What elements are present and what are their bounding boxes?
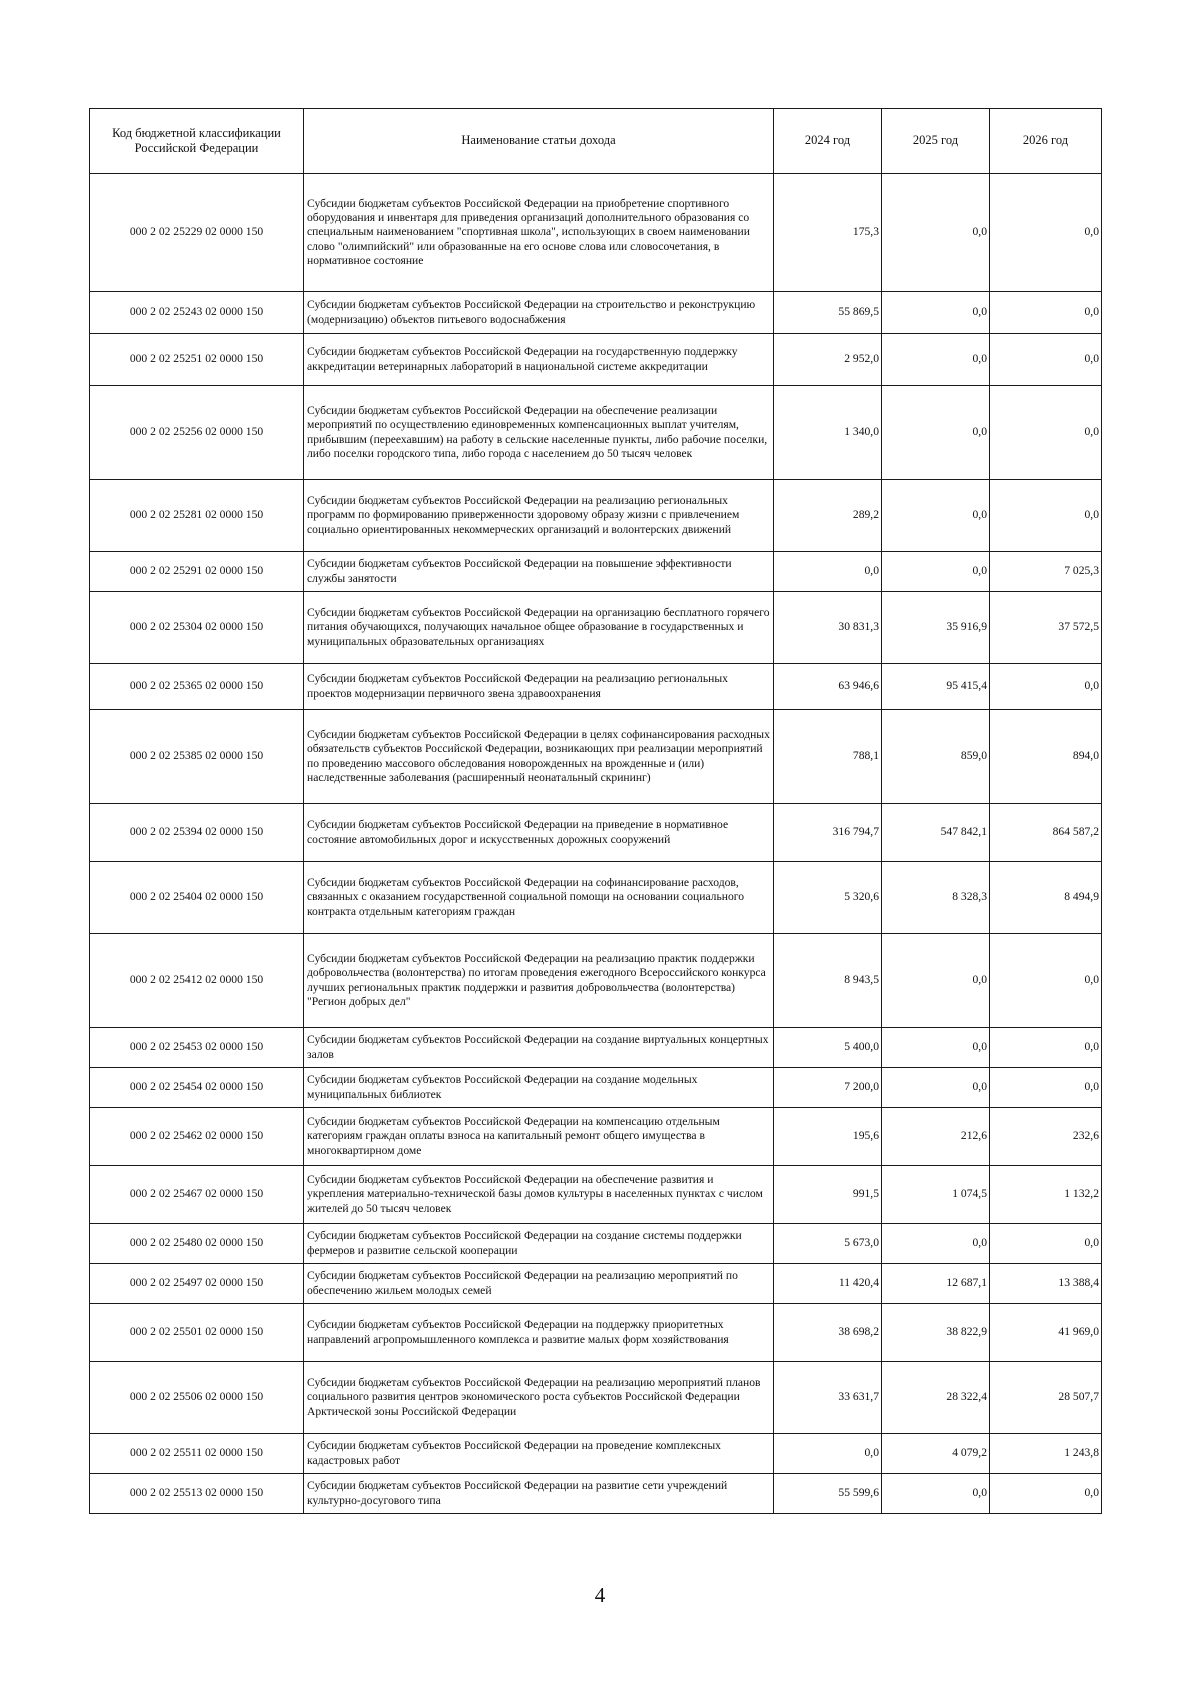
table-row <box>90 1474 1102 1514</box>
table-row <box>90 934 1102 1028</box>
header-year-2025: 2025 год <box>882 109 990 174</box>
value-2024-cell: 0,0 <box>774 552 882 592</box>
header-year-2026: 2026 год <box>990 109 1102 174</box>
value-2025-cell: 12 687,1 <box>882 1264 990 1304</box>
revenue-name-cell: Субсидии бюджетам субъектов Российской Федерации на реализацию мероприятий планов социального развития центров экономического роста субъектов Российской Федерации Арктической зоны Российской Федерации <box>304 1362 774 1434</box>
table-row <box>90 1108 1102 1166</box>
table-row <box>90 174 1102 292</box>
value-2024-cell: 5 320,6 <box>774 862 882 934</box>
table-row <box>90 804 1102 862</box>
revenue-name-cell: Субсидии бюджетам субъектов Российской Федерации в целях софинансирования расходных обязательств субъектов Российской Федерации, возникающих при реализации мероприятий по проведению массового обследования новорожденных на врожденные и (или) наследственные заболевания (расширенный неонатальный скрининг) <box>304 710 774 804</box>
value-2024-cell: 289,2 <box>774 480 882 552</box>
value-2026-cell: 7 025,3 <box>990 552 1102 592</box>
value-2024-cell: 7 200,0 <box>774 1068 882 1108</box>
value-2024-cell: 55 599,6 <box>774 1474 882 1514</box>
value-2025-cell: 0,0 <box>882 934 990 1028</box>
page-number: 4 <box>594 1583 606 1607</box>
revenue-name-cell: Субсидии бюджетам субъектов Российской Федерации на реализацию практик поддержки добровольчества (волонтерства) по итогам проведения ежегодного Всероссийского конкурса лучших региональных практик поддержки и развития добровольчества (волонтерства) "Регион добрых дел" <box>304 934 774 1028</box>
table-row <box>90 1224 1102 1264</box>
revenue-name-cell: Субсидии бюджетам субъектов Российской Федерации на создание модельных муниципальных библиотек <box>304 1068 774 1108</box>
value-2026-cell: 0,0 <box>990 386 1102 480</box>
value-2026-cell: 8 494,9 <box>990 862 1102 934</box>
budget-code-cell: 000 2 02 25467 02 0000 150 <box>90 1166 304 1224</box>
value-2025-cell: 38 822,9 <box>882 1304 990 1362</box>
budget-code-cell: 000 2 02 25394 02 0000 150 <box>90 804 304 862</box>
table-row <box>90 862 1102 934</box>
value-2025-cell: 1 074,5 <box>882 1166 990 1224</box>
value-2024-cell: 11 420,4 <box>774 1264 882 1304</box>
value-2025-cell: 0,0 <box>882 386 990 480</box>
value-2025-cell: 8 328,3 <box>882 862 990 934</box>
budget-code-cell: 000 2 02 25462 02 0000 150 <box>90 1108 304 1166</box>
table-header-row <box>90 109 1102 174</box>
value-2024-cell: 55 869,5 <box>774 292 882 334</box>
revenue-name-cell: Субсидии бюджетам субъектов Российской Федерации на реализацию мероприятий по обеспечению жильем молодых семей <box>304 1264 774 1304</box>
revenue-name-cell: Субсидии бюджетам субъектов Российской Федерации на повышение эффективности службы занятости <box>304 552 774 592</box>
table-row <box>90 386 1102 480</box>
table-row <box>90 480 1102 552</box>
budget-code-cell: 000 2 02 25506 02 0000 150 <box>90 1362 304 1434</box>
value-2024-cell: 5 673,0 <box>774 1224 882 1264</box>
revenue-name-cell: Субсидии бюджетам субъектов Российской Федерации на организацию бесплатного горячего питания обучающихся, получающих начальное общее образование в государственных и муниципальных образовательных организациях <box>304 592 774 664</box>
header-budget-code: Код бюджетной классификации Российской Федерации <box>90 109 304 174</box>
value-2026-cell: 1 243,8 <box>990 1434 1102 1474</box>
budget-code-cell: 000 2 02 25251 02 0000 150 <box>90 334 304 386</box>
value-2026-cell: 0,0 <box>990 934 1102 1028</box>
table-row <box>90 592 1102 664</box>
header-revenue-name: Наименование статьи дохода <box>304 109 774 174</box>
revenue-name-cell: Субсидии бюджетам субъектов Российской Федерации на реализацию региональных программ по формированию приверженности здоровому образу жизни с привлечением социально ориентированных некоммерческих организаций и волонтерских движений <box>304 480 774 552</box>
budget-code-cell: 000 2 02 25480 02 0000 150 <box>90 1224 304 1264</box>
value-2025-cell: 0,0 <box>882 1224 990 1264</box>
table-row <box>90 334 1102 386</box>
budget-code-cell: 000 2 02 25453 02 0000 150 <box>90 1028 304 1068</box>
value-2026-cell: 232,6 <box>990 1108 1102 1166</box>
budget-code-cell: 000 2 02 25513 02 0000 150 <box>90 1474 304 1514</box>
value-2025-cell: 212,6 <box>882 1108 990 1166</box>
value-2026-cell: 28 507,7 <box>990 1362 1102 1434</box>
revenue-name-cell: Субсидии бюджетам субъектов Российской Федерации на приобретение спортивного оборудования и инвентаря для приведения организаций дополнительного образования со специальным наименованием "спортивная школа", использующих в своем наименовании слово "олимпийский" или образованные на его основе слова или словосочетания, в нормативное состояние <box>304 174 774 292</box>
revenue-name-cell: Субсидии бюджетам субъектов Российской Федерации на государственную поддержку аккредитации ветеринарных лабораторий в национальной системе аккредитации <box>304 334 774 386</box>
value-2026-cell: 0,0 <box>990 174 1102 292</box>
value-2025-cell: 0,0 <box>882 174 990 292</box>
table-row <box>90 1264 1102 1304</box>
table-row <box>90 664 1102 710</box>
revenue-name-cell: Субсидии бюджетам субъектов Российской Федерации на строительство и реконструкцию (модернизацию) объектов питьевого водоснабжения <box>304 292 774 334</box>
budget-code-cell: 000 2 02 25281 02 0000 150 <box>90 480 304 552</box>
table-row <box>90 1434 1102 1474</box>
revenue-name-cell: Субсидии бюджетам субъектов Российской Федерации на приведение в нормативное состояние автомобильных дорог и искусственных дорожных сооружений <box>304 804 774 862</box>
value-2026-cell: 0,0 <box>990 1068 1102 1108</box>
value-2024-cell: 0,0 <box>774 1434 882 1474</box>
value-2026-cell: 37 572,5 <box>990 592 1102 664</box>
value-2026-cell: 0,0 <box>990 1028 1102 1068</box>
table-body <box>90 174 1102 1514</box>
budget-code-cell: 000 2 02 25243 02 0000 150 <box>90 292 304 334</box>
revenue-name-cell: Субсидии бюджетам субъектов Российской Федерации на проведение комплексных кадастровых работ <box>304 1434 774 1474</box>
value-2024-cell: 316 794,7 <box>774 804 882 862</box>
header-year-2024: 2024 год <box>774 109 882 174</box>
revenue-table <box>89 108 1102 1514</box>
value-2024-cell: 30 831,3 <box>774 592 882 664</box>
revenue-name-cell: Субсидии бюджетам субъектов Российской Федерации на обеспечение реализации мероприятий по осуществлению единовременных компенсационных выплат учителям, прибывшим (переехавшим) на работу в сельские населенные пункты, либо рабочие поселки, либо поселки городского типа, либо города с населением до 50 тысяч человек <box>304 386 774 480</box>
revenue-name-cell: Субсидии бюджетам субъектов Российской Федерации на создание системы поддержки фермеров и развитие сельской кооперации <box>304 1224 774 1264</box>
value-2026-cell: 1 132,2 <box>990 1166 1102 1224</box>
value-2024-cell: 788,1 <box>774 710 882 804</box>
table-row <box>90 1362 1102 1434</box>
value-2024-cell: 991,5 <box>774 1166 882 1224</box>
value-2026-cell: 0,0 <box>990 664 1102 710</box>
budget-code-cell: 000 2 02 25501 02 0000 150 <box>90 1304 304 1362</box>
value-2025-cell: 0,0 <box>882 1068 990 1108</box>
revenue-name-cell: Субсидии бюджетам субъектов Российской Федерации на реализацию региональных проектов модернизации первичного звена здравоохранения <box>304 664 774 710</box>
value-2026-cell: 0,0 <box>990 480 1102 552</box>
value-2026-cell: 0,0 <box>990 1224 1102 1264</box>
budget-code-cell: 000 2 02 25404 02 0000 150 <box>90 862 304 934</box>
value-2025-cell: 4 079,2 <box>882 1434 990 1474</box>
value-2026-cell: 41 969,0 <box>990 1304 1102 1362</box>
value-2026-cell: 13 388,4 <box>990 1264 1102 1304</box>
value-2024-cell: 2 952,0 <box>774 334 882 386</box>
revenue-name-cell: Субсидии бюджетам субъектов Российской Федерации на развитие сети учреждений культурно-досугового типа <box>304 1474 774 1514</box>
table-row <box>90 292 1102 334</box>
budget-code-cell: 000 2 02 25291 02 0000 150 <box>90 552 304 592</box>
budget-code-cell: 000 2 02 25497 02 0000 150 <box>90 1264 304 1304</box>
value-2025-cell: 0,0 <box>882 1028 990 1068</box>
value-2025-cell: 35 916,9 <box>882 592 990 664</box>
value-2026-cell: 0,0 <box>990 292 1102 334</box>
revenue-name-cell: Субсидии бюджетам субъектов Российской Федерации на компенсацию отдельным категориям граждан оплаты взноса на капитальный ремонт общего имущества в многоквартирном доме <box>304 1108 774 1166</box>
value-2025-cell: 28 322,4 <box>882 1362 990 1434</box>
value-2024-cell: 33 631,7 <box>774 1362 882 1434</box>
table-row <box>90 1068 1102 1108</box>
value-2025-cell: 0,0 <box>882 292 990 334</box>
value-2024-cell: 1 340,0 <box>774 386 882 480</box>
value-2024-cell: 175,3 <box>774 174 882 292</box>
value-2025-cell: 0,0 <box>882 1474 990 1514</box>
revenue-name-cell: Субсидии бюджетам субъектов Российской Федерации на создание виртуальных концертных залов <box>304 1028 774 1068</box>
value-2025-cell: 0,0 <box>882 334 990 386</box>
value-2025-cell: 0,0 <box>882 480 990 552</box>
value-2025-cell: 859,0 <box>882 710 990 804</box>
table-row <box>90 1166 1102 1224</box>
budget-code-cell: 000 2 02 25229 02 0000 150 <box>90 174 304 292</box>
budget-code-cell: 000 2 02 25511 02 0000 150 <box>90 1434 304 1474</box>
budget-code-cell: 000 2 02 25454 02 0000 150 <box>90 1068 304 1108</box>
budget-code-cell: 000 2 02 25304 02 0000 150 <box>90 592 304 664</box>
value-2026-cell: 864 587,2 <box>990 804 1102 862</box>
table-row <box>90 710 1102 804</box>
table-row <box>90 552 1102 592</box>
value-2024-cell: 63 946,6 <box>774 664 882 710</box>
table-row <box>90 1028 1102 1068</box>
value-2024-cell: 8 943,5 <box>774 934 882 1028</box>
value-2025-cell: 95 415,4 <box>882 664 990 710</box>
value-2026-cell: 894,0 <box>990 710 1102 804</box>
budget-code-cell: 000 2 02 25412 02 0000 150 <box>90 934 304 1028</box>
value-2026-cell: 0,0 <box>990 1474 1102 1514</box>
budget-code-cell: 000 2 02 25256 02 0000 150 <box>90 386 304 480</box>
revenue-name-cell: Субсидии бюджетам субъектов Российской Федерации на обеспечение развития и укрепления материально-технической базы домов культуры в населенных пунктах с числом жителей до 50 тысяч человек <box>304 1166 774 1224</box>
value-2024-cell: 38 698,2 <box>774 1304 882 1362</box>
table-row <box>90 1304 1102 1362</box>
value-2024-cell: 195,6 <box>774 1108 882 1166</box>
value-2025-cell: 547 842,1 <box>882 804 990 862</box>
value-2024-cell: 5 400,0 <box>774 1028 882 1068</box>
budget-code-cell: 000 2 02 25365 02 0000 150 <box>90 664 304 710</box>
budget-code-cell: 000 2 02 25385 02 0000 150 <box>90 710 304 804</box>
value-2026-cell: 0,0 <box>990 334 1102 386</box>
value-2025-cell: 0,0 <box>882 552 990 592</box>
revenue-name-cell: Субсидии бюджетам субъектов Российской Федерации на поддержку приоритетных направлений агропромышленного комплекса и развитие малых форм хозяйствования <box>304 1304 774 1362</box>
revenue-name-cell: Субсидии бюджетам субъектов Российской Федерации на софинансирование расходов, связанных с оказанием государственной социальной помощи на основании социального контракта отдельным категориям граждан <box>304 862 774 934</box>
